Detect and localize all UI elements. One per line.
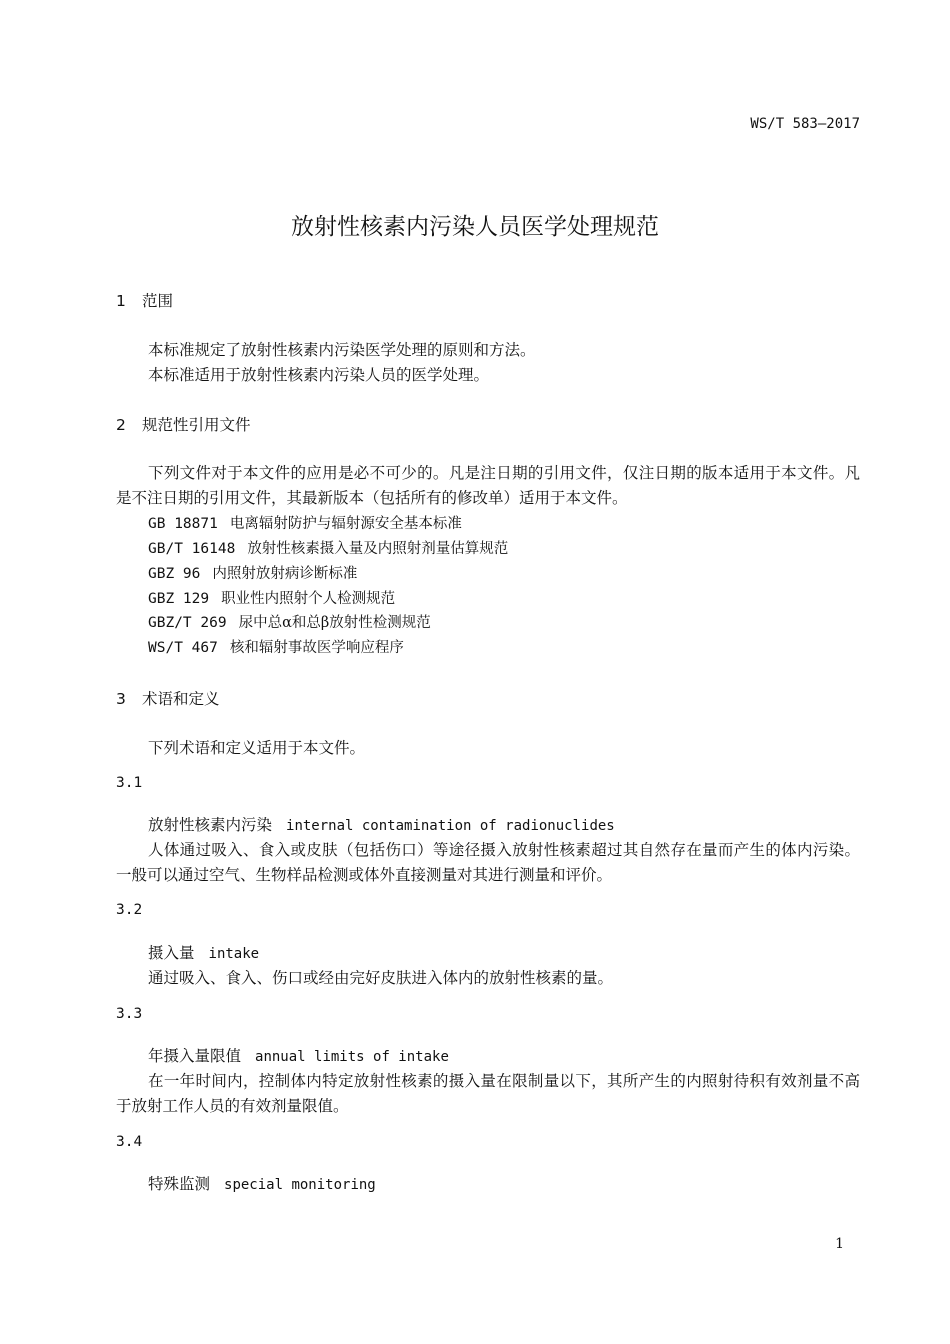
reference-code: GB/T 16148: [148, 541, 236, 557]
reference-title: 职业性内照射个人检测规范: [221, 591, 396, 607]
paragraph: 下列术语和定义适用于本文件。: [148, 739, 366, 757]
section-title: 术语和定义: [142, 690, 220, 708]
term-chinese: 放射性核素内污染: [148, 816, 273, 834]
term-definition: 人体通过吸入、食入或皮肤（包括伤口）等途径摄入放射性核素超过其自然存在量而产生的体内污染。一般可以通过空气、生物样品检测或体外直接测量对其进行测量和评价。: [116, 841, 860, 884]
term-chinese: 特殊监测: [148, 1175, 211, 1193]
reference-code: GBZ 96: [148, 566, 201, 582]
section-number: 2: [116, 416, 126, 434]
section-number: 3: [116, 690, 126, 708]
reference-title: 内照射放射病诊断标准: [212, 566, 358, 582]
reference-title: 尿中总α和总β放射性检测规范: [238, 615, 431, 631]
term-heading: [148, 941, 259, 963]
reference-title: 电离辐射防护与辐射源安全基本标准: [229, 516, 462, 532]
term-english: internal contamination of radionuclides: [286, 818, 615, 834]
reference-code: GB 18871: [148, 516, 218, 532]
section-number: 1: [116, 292, 126, 310]
term-heading: [148, 1044, 449, 1066]
paragraph: 本标准规定了放射性核素内污染医学处理的原则和方法。: [148, 341, 536, 359]
term-number: 3.3: [116, 1006, 143, 1022]
section-title: 规范性引用文件: [142, 416, 251, 434]
paragraph: 下列文件对于本文件的应用是必不可少的。凡是注日期的引用文件，仅注日期的版本适用于本文件。凡是不注日期的引用文件，其最新版本（包括所有的修改单）适用于本文件。: [116, 464, 860, 507]
reference-item: [148, 611, 431, 632]
reference-item: [148, 636, 404, 657]
term-chinese: 年摄入量限值: [148, 1047, 242, 1065]
reference-item: [148, 562, 357, 583]
reference-code: GBZ 129: [148, 591, 210, 607]
reference-title: 核和辐射事故医学响应程序: [229, 640, 404, 656]
reference-title: 放射性核素摄入量及内照射剂量估算规范: [247, 541, 509, 557]
standard-code: WS/T 583—2017: [750, 116, 860, 132]
term-number: 3.2: [116, 902, 143, 918]
term-number: 3.4: [116, 1134, 143, 1150]
reference-item: [148, 587, 395, 608]
term-definition: 通过吸入、食入、伤口或经由完好皮肤进入体内的放射性核素的量。: [148, 969, 614, 987]
document-title: 放射性核素内污染人员医学处理规范: [291, 214, 659, 240]
reference-item: [148, 537, 508, 558]
section-heading-scope: [116, 289, 173, 311]
reference-code: GBZ/T 269: [148, 615, 227, 631]
term-number: 3.1: [116, 775, 143, 791]
section-heading-normative-references: [116, 413, 251, 435]
term-heading: [148, 813, 615, 835]
reference-item: [148, 512, 462, 533]
section-title: 范围: [142, 292, 174, 310]
term-heading: [148, 1172, 376, 1194]
section-heading-terms: [116, 687, 220, 709]
reference-code: WS/T 467: [148, 640, 218, 656]
term-english: intake: [208, 946, 260, 962]
paragraph: 本标准适用于放射性核素内污染人员的医学处理。: [148, 366, 490, 384]
term-chinese: 摄入量: [148, 944, 195, 962]
term-definition: 在一年时间内，控制体内特定放射性核素的摄入量在限制量以下，其所产生的内照射待积有效剂量不高于放射工作人员的有效剂量限值。: [116, 1072, 860, 1115]
term-english: special monitoring: [224, 1177, 376, 1193]
page-number: 1: [835, 1236, 844, 1252]
term-english: annual limits of intake: [255, 1049, 449, 1065]
